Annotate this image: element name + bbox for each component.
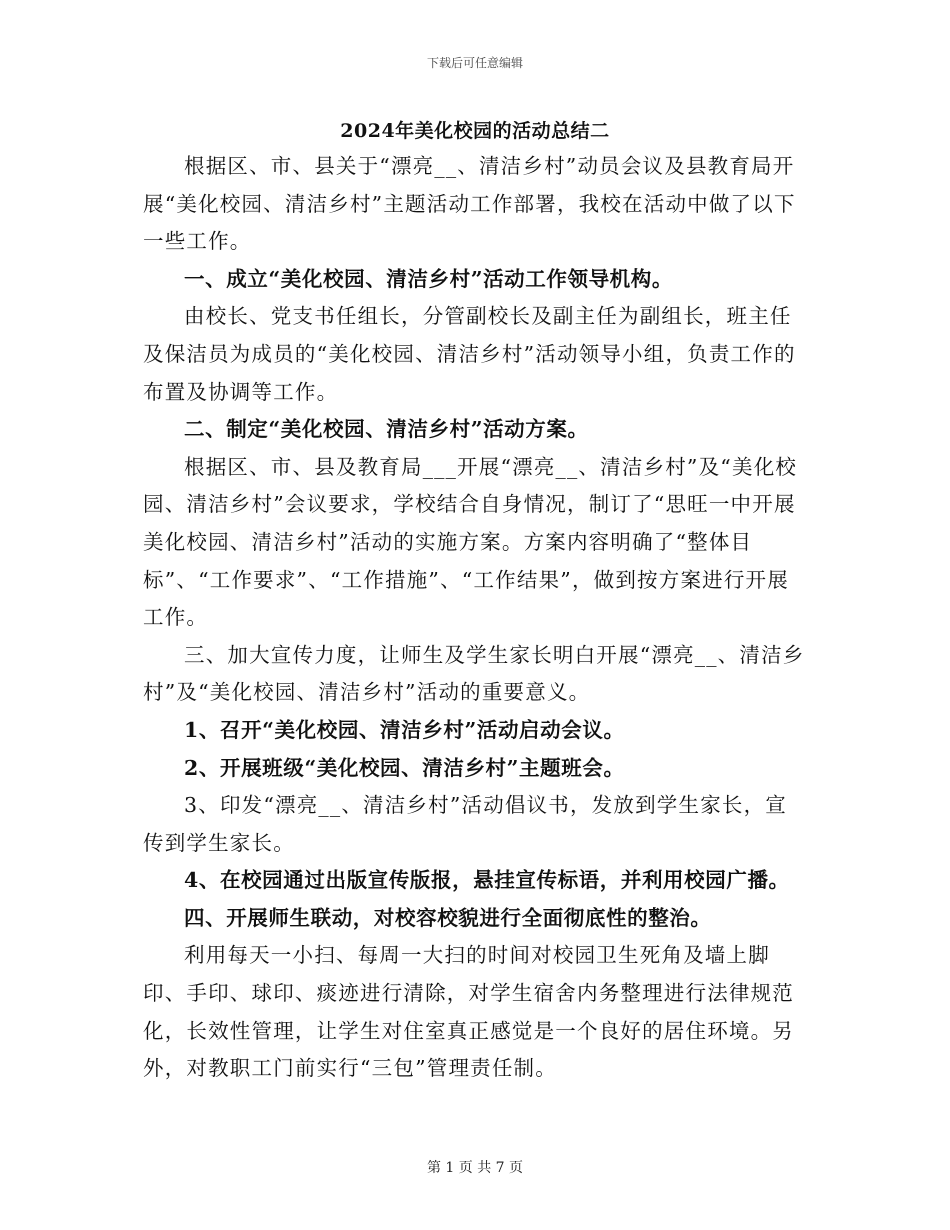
section-heading-1: 一、成立“美化校园、清洁乡村”活动工作领导机构。 bbox=[184, 266, 673, 291]
intro-paragraph: 根据区、市、县关于“漂亮__、清洁乡村”动员会议及县教育局开展“美化校园、清洁乡村”主题活动工作部署，我校在活动中做了以下一些工作。 bbox=[143, 154, 796, 254]
page-number: 第 1 页 共 7 页 bbox=[426, 1160, 524, 1176]
section-2-paragraph: 根据区、市、县及教育局___开展“漂亮__、清洁乡村”及“美化校园、清洁乡村”会议要求，学校结合自身情况，制订了“思旺一中开展美化校园、清洁乡村”活动的实施方案。方案内容明确了“整体目标”、“工作要求”、“工作措施”、“工作结果”，做到按方案进行开展工作。 bbox=[143, 454, 798, 630]
list-item-2: 2、开展班级“美化校园、清洁乡村”主题班会。 bbox=[184, 755, 625, 780]
list-item-3: 3、印发“漂亮__、清洁乡村”活动倡议书，发放到学生家长，宣传到学生家长。 bbox=[143, 793, 788, 855]
download-note: 下载后可任意编辑 bbox=[426, 56, 523, 70]
section-heading-4: 四、开展师生联动，对校容校貌进行全面彻底性的整治。 bbox=[184, 905, 712, 930]
section-1-paragraph: 由校长、党支书任组长，分管副校长及副主任为副组长，班主任及保洁员为成员的“美化校园、清洁乡村”活动领导小组，负责工作的布置及协调等工作。 bbox=[143, 304, 796, 404]
section-heading-2: 二、制定“美化校园、清洁乡村”活动方案。 bbox=[184, 417, 589, 442]
list-item-1: 1、召开“美化校园、清洁乡村”活动启动会议。 bbox=[184, 717, 625, 742]
document-title: 2024年美化校园的活动总结二 bbox=[340, 120, 610, 142]
section-4-paragraph: 利用每天一小扫、每周一大扫的时间对校园卫生死角及墙上脚印、手印、球印、痰迹进行清除，对学生宿舍内务整理进行法律规范化，长效性管理，让学生对住室真正感觉是一个良好的居住环境。另外，对教职工门前实行“三包”管理责任制。 bbox=[143, 943, 794, 1081]
list-item-4: 4、在校园通过出版宣传版报，悬挂宣传标语，并利用校园广播。 bbox=[184, 868, 790, 893]
document-body bbox=[143, 148, 808, 1088]
section-heading-3: 三、加大宣传力度，让师生及学生家长明白开展“漂亮__、清洁乡村”及“美化校园、清洁乡村”活动的重要意义。 bbox=[143, 642, 805, 705]
